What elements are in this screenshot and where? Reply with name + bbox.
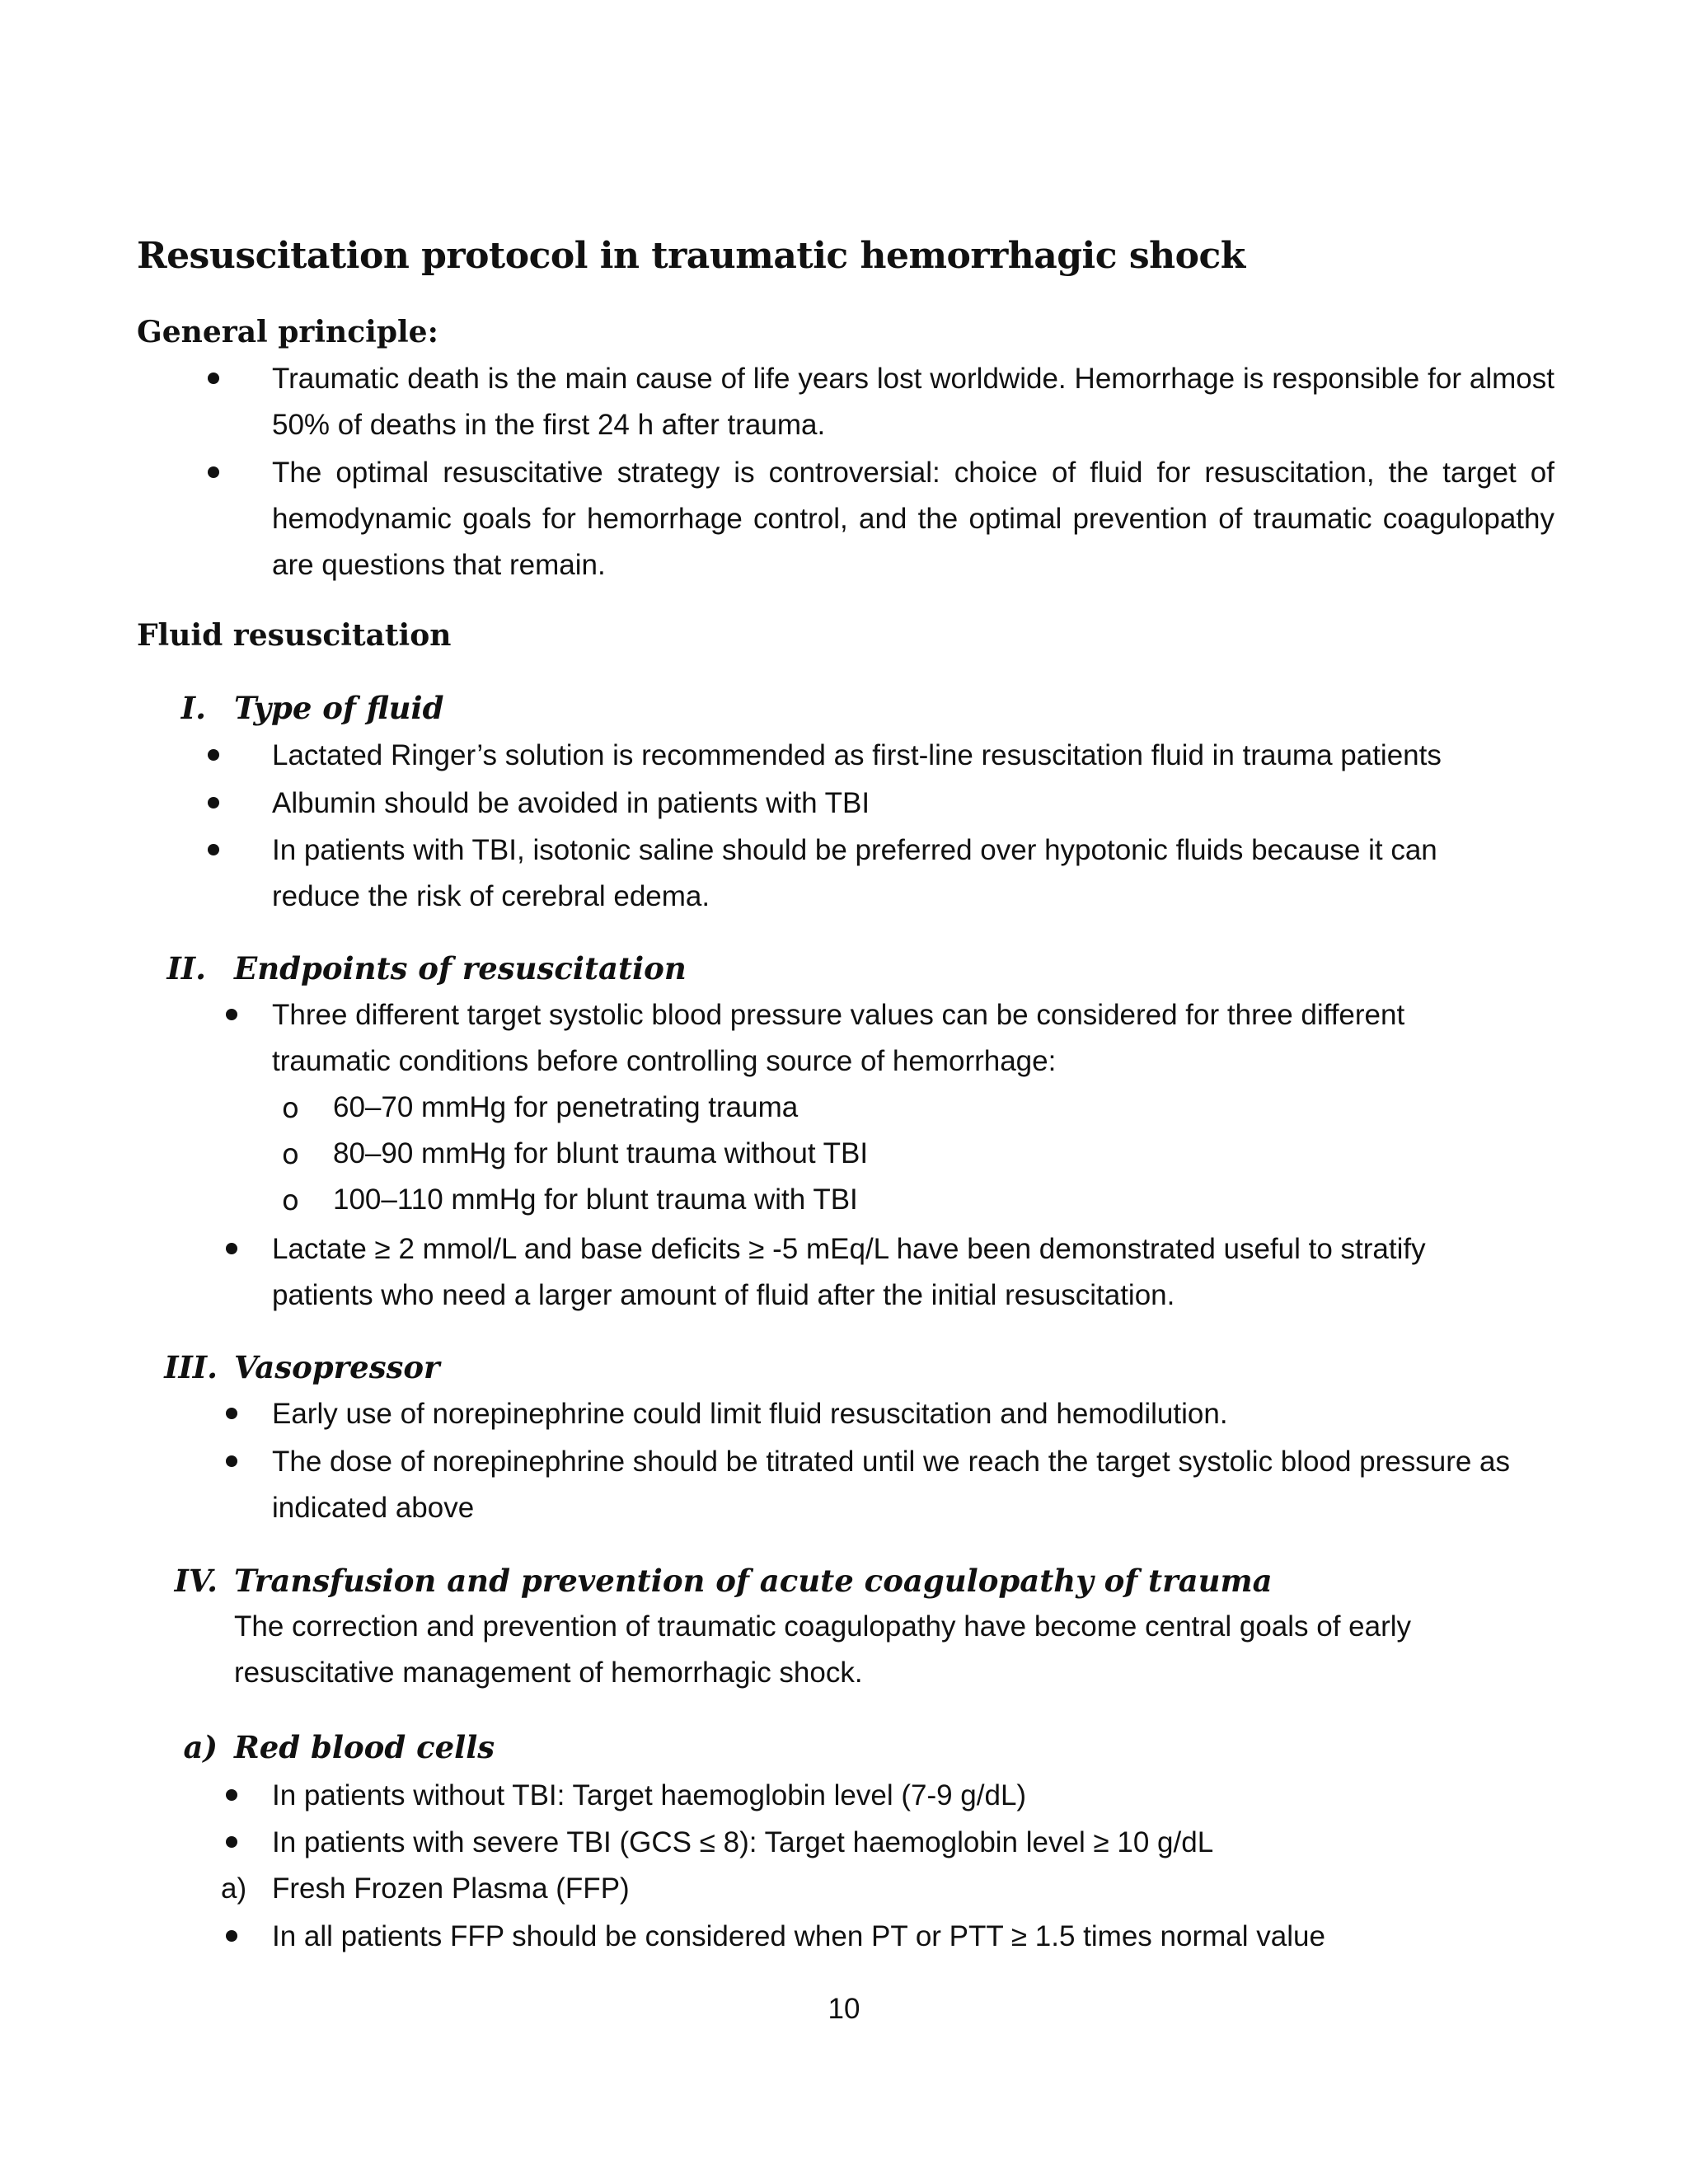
rbc-bullet-1: In patients without TBI: Target haemoglobin level (7-9 g/dL): [272, 1779, 1027, 1811]
section-numeral-i: I.: [181, 690, 206, 726]
bullet-icon: [226, 1243, 237, 1254]
bullet-icon: [208, 797, 219, 808]
transfusion-paragraph: The correction and prevention of traumatic coagulopathy have become central goals of early resuscitative management of hemorrhagic shock.: [234, 1610, 1412, 1689]
rbc-bullet-2: In patients with severe TBI (GCS ≤ 8): Target haemoglobin level ≥ 10 g/dL: [272, 1826, 1214, 1858]
general-principle-bullet-1: Traumatic death is the main cause of life years lost worldwide. Hemorrhage is responsible for almost 50% of deaths in the first 24 h after trauma.: [272, 363, 1554, 441]
general-principle-heading: General principle:: [137, 315, 438, 349]
ffp-bullet-1: In all patients FFP should be considered when PT or PTT ≥ 1.5 times normal value: [272, 1920, 1325, 1952]
bullet-icon: [226, 1408, 237, 1419]
endpoints-heading: Endpoints of resuscitation: [234, 950, 687, 987]
bullet-icon: [226, 1009, 237, 1020]
bullet-icon: [208, 466, 219, 478]
endpoints-sub-bullet-3: 100–110 mmHg for blunt trauma with TBI: [333, 1183, 858, 1216]
bullet-icon: [226, 1455, 237, 1467]
endpoints-sub-bullet-2: 80–90 mmHg for blunt trauma without TBI: [333, 1137, 869, 1169]
type-of-fluid-bullet-2: Albumin should be avoided in patients with TBI: [272, 787, 870, 819]
page-number: 10: [828, 1993, 860, 2025]
endpoints-bullet-2: Lactate ≥ 2 mmol/L and base deficits ≥ -5 mEq/L have been demonstrated useful to stratify patients who need a larger amount of fluid after the initial resuscitation.: [272, 1233, 1426, 1311]
ffp-marker: a): [221, 1872, 247, 1905]
red-blood-cells-heading: Red blood cells: [234, 1729, 495, 1765]
vasopressor-bullet-1: Early use of norepinephrine could limit fluid resuscitation and hemodilution.: [272, 1398, 1228, 1430]
sub-bullet-icon: o: [282, 1092, 299, 1125]
section-numeral-iv: IV.: [174, 1563, 218, 1599]
vasopressor-heading: Vasopressor: [234, 1349, 440, 1385]
type-of-fluid-bullet-3: In patients with TBI, isotonic saline should be preferred over hypotonic fluids because it can reduce the risk of cerebral edema.: [272, 834, 1437, 912]
bullet-icon: [208, 749, 219, 761]
section-numeral-iii: III.: [164, 1349, 218, 1385]
fluid-resuscitation-heading: Fluid resuscitation: [137, 618, 452, 653]
page-title: Resuscitation protocol in traumatic hemorrhagic shock: [137, 235, 1245, 277]
type-of-fluid-heading: Type of fluid: [234, 690, 444, 726]
general-principle-bullet-2: The optimal resuscitative strategy is controversial: choice of fluid for resuscitation, the target of hemodynamic goals for hemorrhage control, and the optimal prevention of traumatic coagulopathy are questions that remain.: [272, 457, 1554, 581]
bullet-icon: [226, 1789, 237, 1801]
bullet-icon: [226, 1836, 237, 1848]
type-of-fluid-bullet-1: Lactated Ringer’s solution is recommended as first-line resuscitation fluid in trauma patients: [272, 739, 1442, 771]
bullet-icon: [226, 1930, 237, 1942]
ffp-label: Fresh Frozen Plasma (FFP): [272, 1872, 630, 1905]
rbc-marker: a): [183, 1729, 218, 1765]
sub-bullet-icon: o: [282, 1138, 299, 1171]
transfusion-heading: Transfusion and prevention of acute coagulopathy of trauma: [234, 1563, 1273, 1599]
vasopressor-bullet-2: The dose of norepinephrine should be titrated until we reach the target systolic blood pressure as indicated above: [272, 1446, 1511, 1524]
sub-bullet-icon: o: [282, 1184, 299, 1217]
bullet-icon: [208, 373, 219, 384]
endpoints-bullet-1: Three different target systolic blood pressure values can be considered for three different traumatic conditions before controlling source of hemorrhage:: [272, 999, 1405, 1077]
section-numeral-ii: II.: [166, 950, 206, 987]
endpoints-sub-bullet-1: 60–70 mmHg for penetrating trauma: [333, 1091, 799, 1123]
bullet-icon: [208, 844, 219, 855]
